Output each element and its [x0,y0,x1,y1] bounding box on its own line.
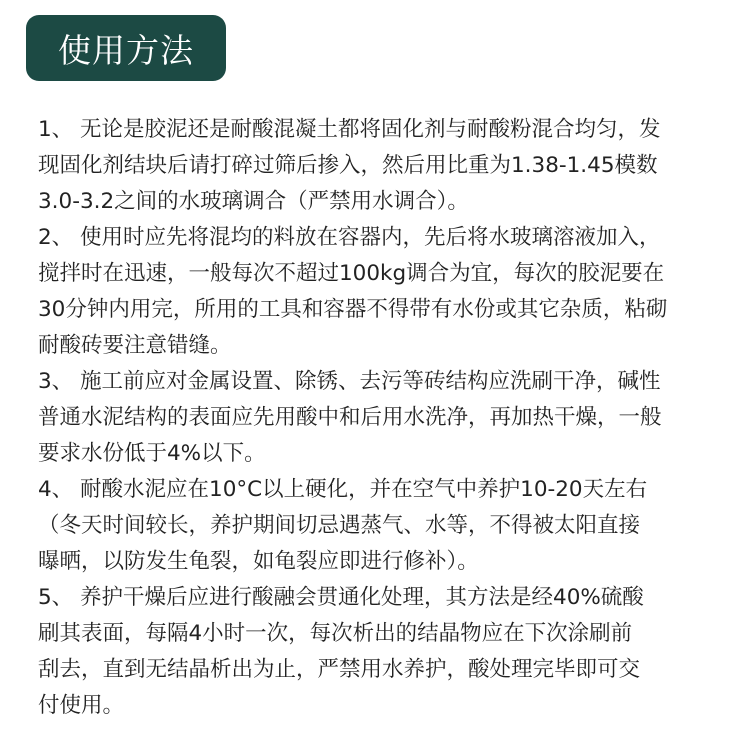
text-line: 曝晒，以防发生龟裂，如龟裂应即进行修补）。 [38,549,479,574]
text-line: 付使用。 [38,693,125,718]
text-line: 刮去，直到无结晶析出为止，严禁用水养护，酸处理完毕即可交 [38,657,641,682]
text-line: 1、 无论是胶泥还是耐酸混凝土都将固化剂与耐酸粉混合均匀，发 [38,117,661,142]
text-line: 普通水泥结构的表面应先用酸中和后用水洗净，再加热干燥，一般 [38,405,662,430]
text-line: 5、 养护干燥后应进行酸融会贯通化处理，其方法是经40%硫酸 [38,585,644,610]
section-header [26,15,226,81]
text-line: 要求水份低于4%以下。 [38,441,266,466]
text-line: （冬天时间较长，养护期间切忌遇蒸气、水等，不得被太阳直接 [38,513,641,538]
text-line: 3、 施工前应对金属设置、除锈、去污等砖结构应洗刷干净，碱性 [38,369,661,394]
text-line: 4、 耐酸水泥应在10°C以上硬化，并在空气中养护10-20天左右 [38,477,648,502]
text-line: 刷其表面，每隔4小时一次，每次析出的结晶物应在下次涂刷前 [38,621,633,646]
section-title: 使用方法 [58,30,194,70]
text-line: 3.0-3.2之间的水玻璃调合（严禁用水调合）。 [38,189,469,214]
text-line: 耐酸砖要注意错缝。 [38,333,232,358]
instructions-text [38,112,750,724]
text-line: 现固化剂结块后请打碎过筛后掺入，然后用比重为1.38-1.45模数 [38,153,658,178]
text-line: 2、 使用时应先将混均的料放在容器内，先后将水玻璃溶液加入， [38,225,661,250]
text-line: 搅拌时在迅速，一般每次不超过100kg调合为宜，每次的胶泥要在 [38,261,665,286]
text-line: 30分钟内用完，所用的工具和容器不得带有水份或其它杂质，粘砌 [38,297,668,322]
